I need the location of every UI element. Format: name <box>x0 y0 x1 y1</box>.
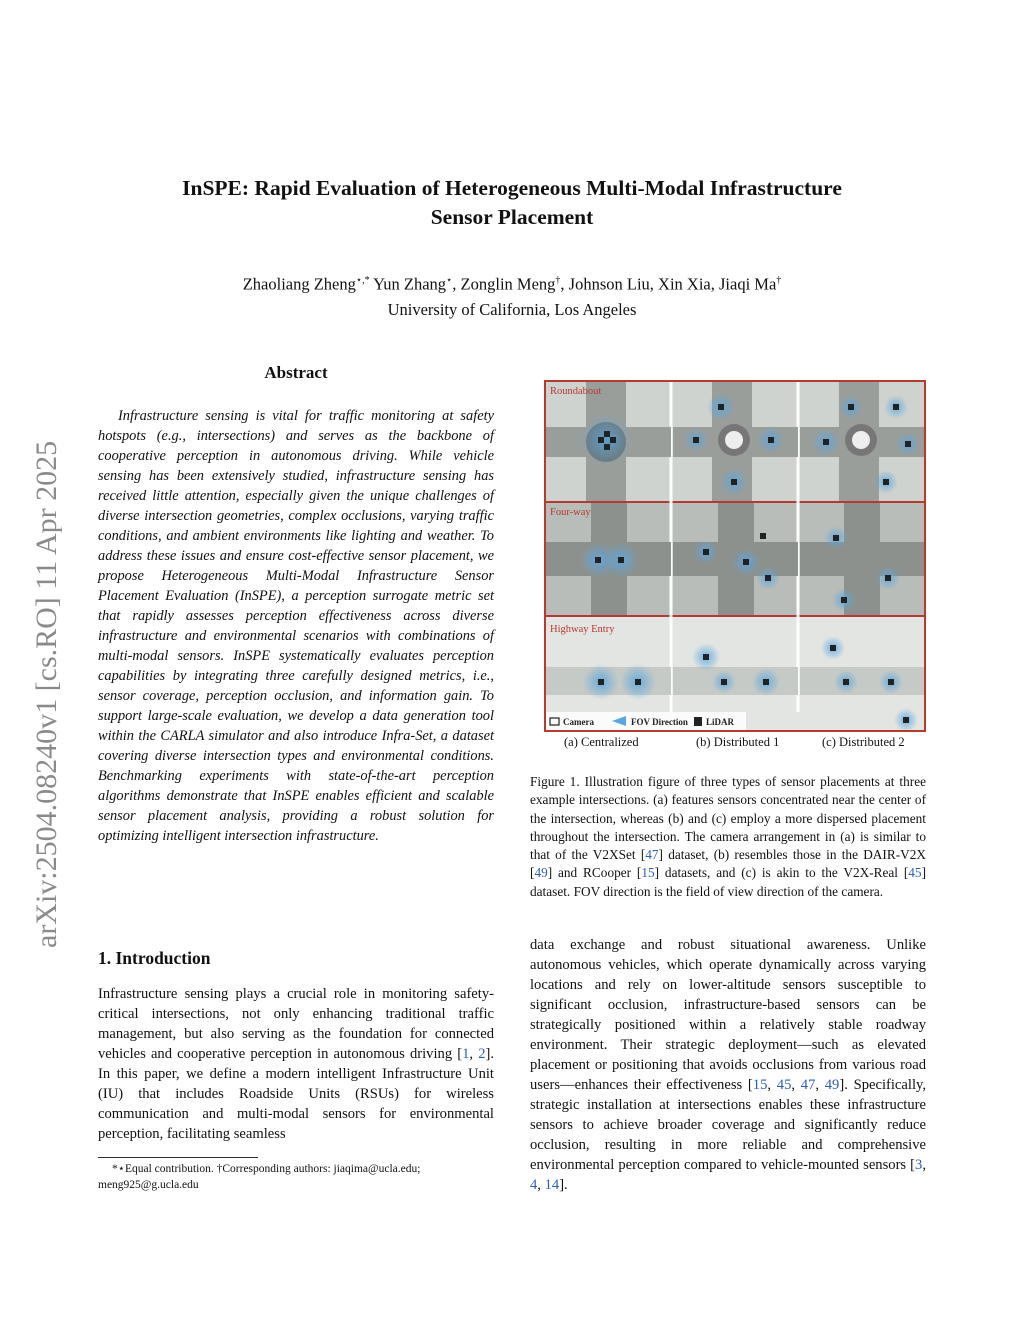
affiliation: University of California, Los Angeles <box>387 299 637 319</box>
subcaption: (b) Distributed 1 <box>696 735 780 749</box>
citation-link[interactable]: 4 <box>530 1177 538 1193</box>
figure-1 <box>544 380 926 732</box>
intro-paragraph-continued <box>530 935 926 1195</box>
abstract-text: Infrastructure sensing is vital for traffic monitoring at safety hotspots (e.g., intersections) and serves as the backbone of cooperative perception in autonomous driving. While vehicle sensing has been extensively studied, infrastructure sensing has received little attention, especially given the unique challenges of diverse intersection geometries, complex occlusions, varying traffic conditions, and ambient environments like lighting and weather. To address these issues and ensure cost-effective sensor placement, we propose Heterogeneous Multi-Modal Infrastructure Sensor Placement Evaluation (InSPE), a perception surrogate metric set that rapidly assesses perception effectiveness across diverse infrastructure and environmental scenarios with combinations of multi-modal sensors. InSPE systematically evaluates perception capabilities by integrating three carefully designed metrics, i.e., sensor coverage, perception occlusion, and information gain. To support large-scale evaluation, we develop a data generation tool within the CARLA simulator and also introduce Infra-Set, a dataset covering diverse intersection types and environmental conditions. Benchmarking experiments with state-of-the-art perception algorithms demonstrate that InSPE enables efficient and scalable sensor placement analysis, providing a robust solution for optimizing intelligent intersection infrastructure. <box>98 408 494 844</box>
legend-label: LiDAR <box>706 717 735 727</box>
subcaption: (c) Distributed 2 <box>822 735 905 749</box>
intro-text: Infrastructure sensing plays a crucial role in monitoring safety-critical intersections, not only enhancing traditional traffic management, but also serving as the foundation for connected vehicles and cooperative perception in autonomous driving [ <box>98 986 494 1062</box>
citation-link[interactable]: 14 <box>544 1177 560 1193</box>
citation-sep: , <box>791 1077 801 1093</box>
abstract-heading: Abstract <box>264 363 328 382</box>
row-label: Highway Entry <box>550 624 615 635</box>
figure-caption <box>530 773 926 901</box>
arxiv-stamp <box>30 350 62 950</box>
row-label: Roundabout <box>550 386 602 397</box>
body-text: ]. Specifically, strategic installation at intersections enables these infrastructure sensors to achieve broader coverage and significantly reduce occlusion, resulting in more reliable and comprehensive environmental perception compared to vehicle-mounted sensors [ <box>530 1077 926 1173</box>
caption-text: Figure 1. Illustration figure of three types of sensor placements at three example intersections. (a) features sensors concentrated near the center of the intersection, whereas (b) and (c) employ a more dispersed placement throughout the intersection. The camera arrangement in (a) is similar to that of the V2XSet [ <box>530 774 926 863</box>
citation-link[interactable]: 2 <box>478 1046 486 1062</box>
subcaption: (a) Centralized <box>564 735 639 749</box>
body-text: data exchange and robust situational awareness. Unlike autonomous vehicles, which operate dynamically across varying locations and rely on lower-altitude sensors susceptible to significant occlusion, infrastructure-based sensors can be strategically positioned within a relatively stable roadway environment. Their strategic deployment—such as elevated placement or positioning that avoids occlusions from various road users—enhances their effectiveness [ <box>530 937 926 1093</box>
footnote-line: meng925@g.ucla.edu <box>98 1179 199 1191</box>
citation-link[interactable]: 45 <box>908 865 922 881</box>
author-list: Zhaoliang Zheng⋆,* Yun Zhang⋆, Zonglin Meng†, Johnson Liu, Xin Xia, Jiaqi Ma† <box>242 274 782 294</box>
author-name: Zonglin Meng <box>460 274 556 294</box>
footnote-line: *⋆Equal contribution. †Corresponding authors: jiaqima@ucla.edu; <box>112 1163 421 1175</box>
author-mark: ⋆,* <box>355 275 370 286</box>
caption-text: ] datasets, and (c) is akin to the V2X-Real [ <box>654 865 909 881</box>
citation-sep: , <box>922 1157 926 1173</box>
citation-link[interactable]: 47 <box>645 847 659 863</box>
arxiv-id: arXiv:2504.08240v1 [cs.RO] 11 Apr 2025 <box>30 440 62 948</box>
section-heading: 1. Introduction <box>98 948 211 968</box>
footnote <box>98 1161 494 1193</box>
caption-text: ] dataset, (b) resembles those in the DAIR-V2X [ <box>530 847 926 881</box>
citation-sep: , <box>537 1177 545 1193</box>
author-name: Johnson Liu, Xin Xia, Jiaqi Ma <box>568 274 777 294</box>
caption-text: ] and RCooper [ <box>547 865 642 881</box>
citation-link[interactable]: 49 <box>534 865 548 881</box>
citation-link[interactable]: 47 <box>800 1077 816 1093</box>
row-label: Four-way <box>550 507 591 518</box>
author-mark: † <box>776 275 782 286</box>
citation-sep: , <box>767 1077 777 1093</box>
citation-link[interactable]: 49 <box>824 1077 840 1093</box>
author-mark: † <box>555 275 561 286</box>
figure-illustration <box>546 382 924 730</box>
citation-sep: , <box>469 1046 479 1062</box>
author-block <box>100 268 924 322</box>
intro-text: ]. In this paper, we define a modern intelligent Infrastructure Unit (IU) that includes Roadside Units (RSUs) for wireless communication and multi-modal sensors for environmental perception, facilitating seamless <box>98 1046 495 1142</box>
lidar-icon <box>694 717 702 726</box>
author-name: Zhaoliang Zheng <box>242 274 356 294</box>
body-text: ]. <box>559 1177 568 1193</box>
citation-link[interactable]: 15 <box>641 865 655 881</box>
caption-text: ] dataset. FOV direction is the field of view direction of the camera. <box>530 865 927 899</box>
citation-sep: , <box>815 1077 825 1093</box>
legend-label: FOV Direction <box>631 717 688 727</box>
citation-link[interactable]: 45 <box>776 1077 792 1093</box>
author-name: Yun Zhang <box>373 274 447 294</box>
legend-label: Camera <box>563 717 594 727</box>
paper-title: InSPE: Rapid Evaluation of Heterogeneous Multi-Modal Infrastructure Sensor Placement <box>182 176 842 229</box>
author-mark: ⋆ <box>446 275 453 286</box>
citation-link[interactable]: 3 <box>915 1157 923 1173</box>
footnote-rule <box>98 1157 258 1158</box>
citation-link[interactable]: 1 <box>462 1046 470 1062</box>
intro-paragraph <box>98 984 494 1144</box>
citation-link[interactable]: 15 <box>752 1077 768 1093</box>
